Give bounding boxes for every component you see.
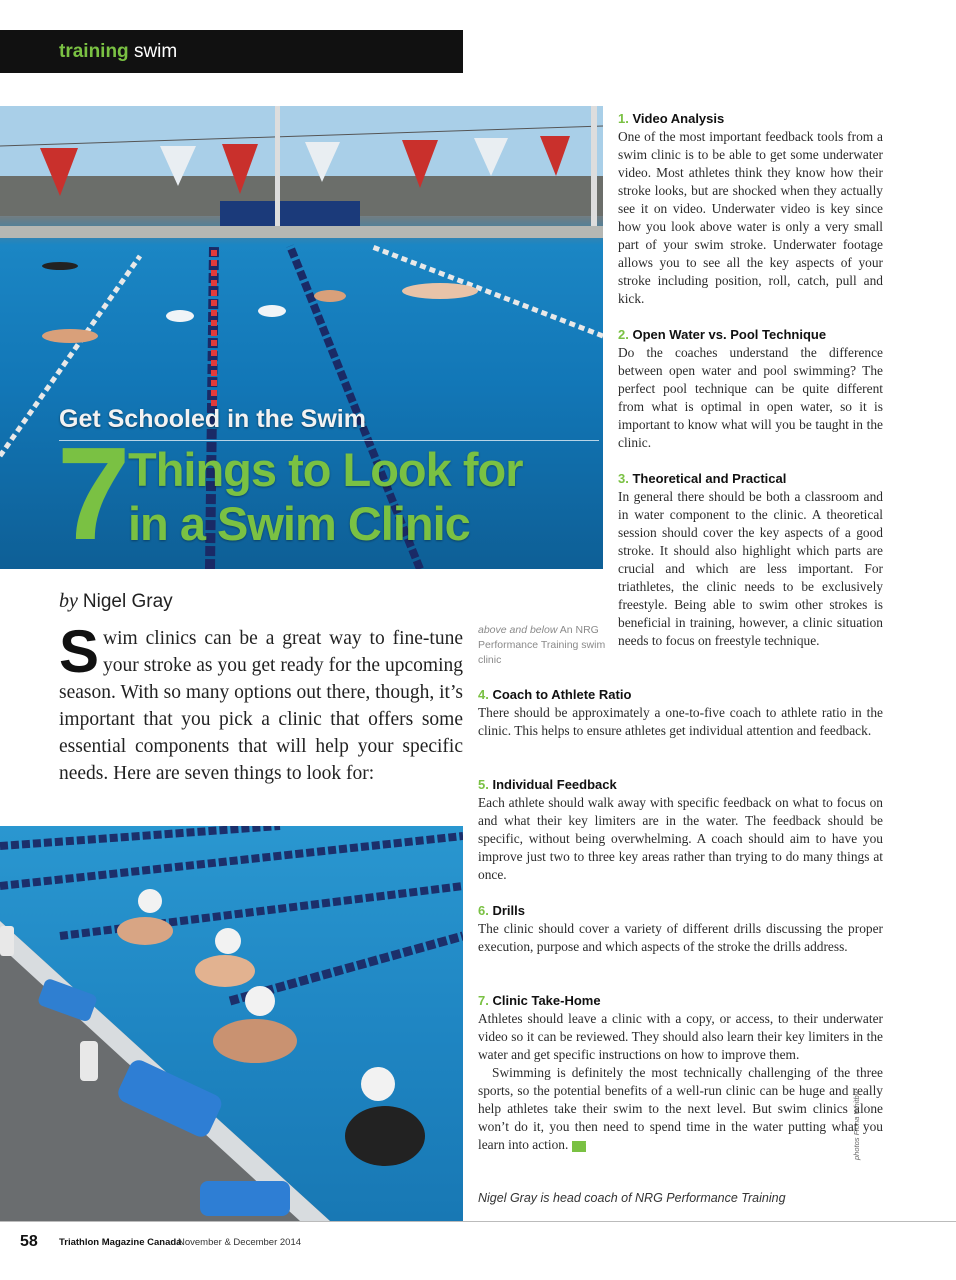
headline-line-1: Things to Look for [128,443,523,496]
intro-text: wim clinics can be a great way to fine-tune your stroke as you get ready for the upcoming season. With so many options out there, though, it’s important that you pick a clinic that offers some essential components that will help your specific needs. Here are seven things to look for: [59,628,463,784]
item-heading: 5. Individual Feedback [478,777,617,792]
drop-cap: S [59,618,100,685]
item-body: In general there should be both a classroom and in water component to the clinic. A theoretical session should cover the key aspects of a good stroke. It should also highlight which parts are crucial and which are less important. For triathletes, the clinic needs to be exclusively freestyle. Being able to swim other strokes is beneficial in training, however, a clinic situation needs to focus on freestyle technique. [618,489,883,648]
list-item [478,777,883,884]
author-name: Nigel Gray [82,591,173,612]
item-heading: 4. Coach to Athlete Ratio [478,687,632,702]
swimmers-illustration [0,826,463,1221]
byline [59,590,173,613]
item-body: The clinic should cover a variety of different drills discussing the proper execution, purpose and which aspects of the stroke the drills address. [478,921,883,954]
article-headline [128,443,598,551]
list-item [478,993,883,1154]
end-mark-icon: T [572,1141,586,1152]
list-item [618,111,883,308]
item-heading: 3. Theoretical and Practical [618,471,787,486]
page-number: 58 [20,1233,38,1250]
list-item [618,327,883,452]
item-body: Each athlete should walk away with specific feedback on what to focus on and what their key limiters are in the water. The feedback should be specific, without being overwhelming. A coach should aim to have you improve just two to three key areas rather than trying to do many things at once. [478,795,883,882]
byline-prefix: by [59,590,78,612]
item-body: There should be approximately a one-to-five coach to athlete ratio in the clinic. This helps to ensure athletes get individual attention and feedback. [478,705,883,738]
item-heading: 7. Clinic Take-Home [478,993,601,1008]
bottom-pool-photo [0,826,463,1221]
list-item [478,903,883,956]
article-kicker: Get Schooled in the Swim [59,405,599,441]
photo-caption [478,623,608,668]
item-heading: 2. Open Water vs. Pool Technique [618,327,827,342]
item-heading: 1. Video Analysis [618,111,725,126]
headline-numeral: 7 [57,420,127,567]
caption-position: above and below [478,624,558,636]
section-sublabel: swim [133,41,178,62]
headline-line-2: in a Swim Clinic [128,497,470,550]
item-body: Athletes should leave a clinic with a copy, or access, to their underwater video so it can be reviewed. They should also learn their key limiters in the water and get specific instructions on how to improve them. [478,1011,883,1062]
section-label: training [59,41,129,62]
photo-credit: photos Fiona Whitby [852,1091,861,1160]
intro-paragraph [59,618,463,787]
list-item [478,687,883,740]
magazine-name: Triathlon Magazine Canada [59,1237,182,1248]
closing-paragraph: Swimming is definitely the most technically challenging of the three sports, so the potential benefits of a well-run clinic can be huge and really help athletes take their swim to the next level. But swim clinics alone won’t do it, you then need to spend time in the water putting what you learn into action. T [478,1065,883,1152]
item-body: Do the coaches understand the difference between open water and pool swimming? The perfect pool technique can be quite different from what is optimal in open water, so it is important to know what will you be taught in the clinic. [618,345,883,450]
footer-divider [0,1221,956,1222]
list-item [618,471,883,650]
author-note: Nigel Gray is head coach of NRG Performance Training [478,1191,786,1205]
issue-date: November & December 2014 [178,1237,302,1248]
item-heading: 6. Drills [478,903,525,918]
item-body: One of the most important feedback tools from a swim clinic is to be able to get some underwater video. Most athletes think they know how their stroke looks, but are shocked when they actually see it on video. Underwater video is key since how you look above water is only a very small part of your swim stroke. Underwater footage allows you to see all the key aspects of your stroke including position, roll, catch, pull and kick. [618,129,883,306]
caption-text: An NRG Performance Training swim clinic [478,624,606,666]
section-header [0,30,463,73]
